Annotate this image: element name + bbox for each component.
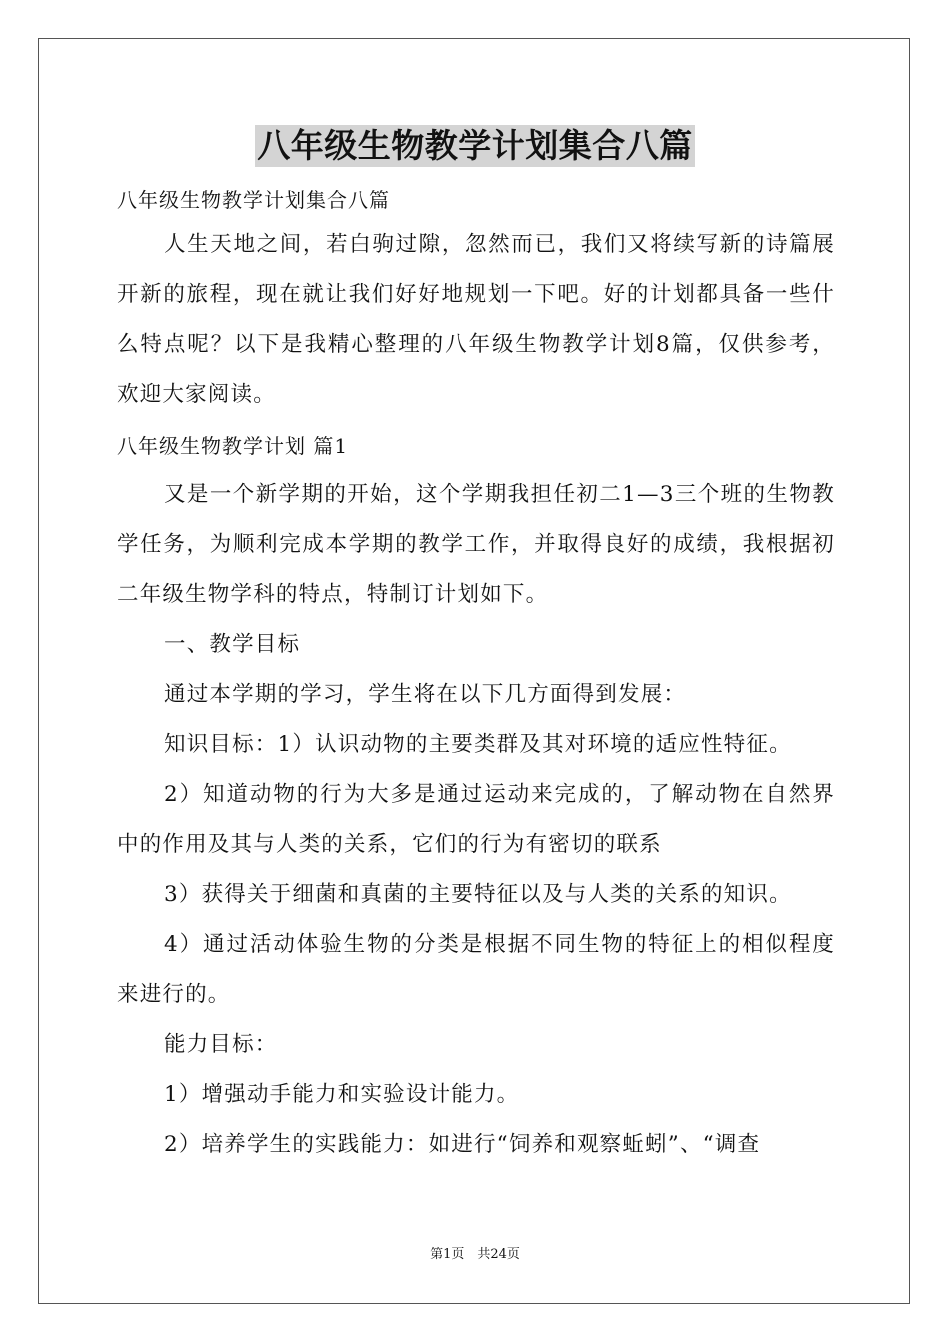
document-title: 八年级生物教学计划集合八篇 xyxy=(257,126,693,165)
title-wrap xyxy=(0,125,950,167)
body-paragraph: 能力目标： xyxy=(164,1032,278,1057)
body-paragraph: 1）增强动手能力和实验设计能力。 xyxy=(164,1082,520,1107)
page-footer: 第1页 共24页 xyxy=(430,1247,520,1262)
body-paragraph: 一、教学目标 xyxy=(164,632,301,657)
body-paragraph: 2）知道动物的行为大多是通过运动来完成的，了解动物在自然界中的作用及其与人类的关系，它们的行为有密切的联系 xyxy=(117,782,835,857)
document-subtitle: 八年级生物教学计划集合八篇 xyxy=(117,188,390,212)
document-body xyxy=(117,180,835,1170)
body-paragraph: 知识目标：1）认识动物的主要类群及其对环境的适应性特征。 xyxy=(164,732,792,757)
body-paragraph: 又是一个新学期的开始，这个学期我担任初二1—3三个班的生物教学任务，为顺利完成本学期的教学工作，并取得良好的成绩，我根据初二年级生物学科的特点，特制订计划如下。 xyxy=(117,482,835,607)
body-paragraph: 4）通过活动体验生物的分类是根据不同生物的特征上的相似程度来进行的。 xyxy=(117,932,835,1007)
intro-paragraph: 人生天地之间，若白驹过隙，忽然而已，我们又将续写新的诗篇展开新的旅程，现在就让我们好好地规划一下吧。好的计划都具备一些什么特点呢？以下是我精心整理的八年级生物教学计划8篇，仅供参考，欢迎大家阅读。 xyxy=(117,232,835,407)
body-paragraph: 3）获得关于细菌和真菌的主要特征以及与人类的关系的知识。 xyxy=(164,882,792,907)
body-paragraph: 2）培养学生的实践能力：如进行“饲养和观察蚯蚓”、“调查 xyxy=(164,1132,761,1157)
section-heading: 八年级生物教学计划 篇1 xyxy=(117,434,349,458)
body-paragraph: 通过本学期的学习，学生将在以下几方面得到发展： xyxy=(164,682,687,707)
